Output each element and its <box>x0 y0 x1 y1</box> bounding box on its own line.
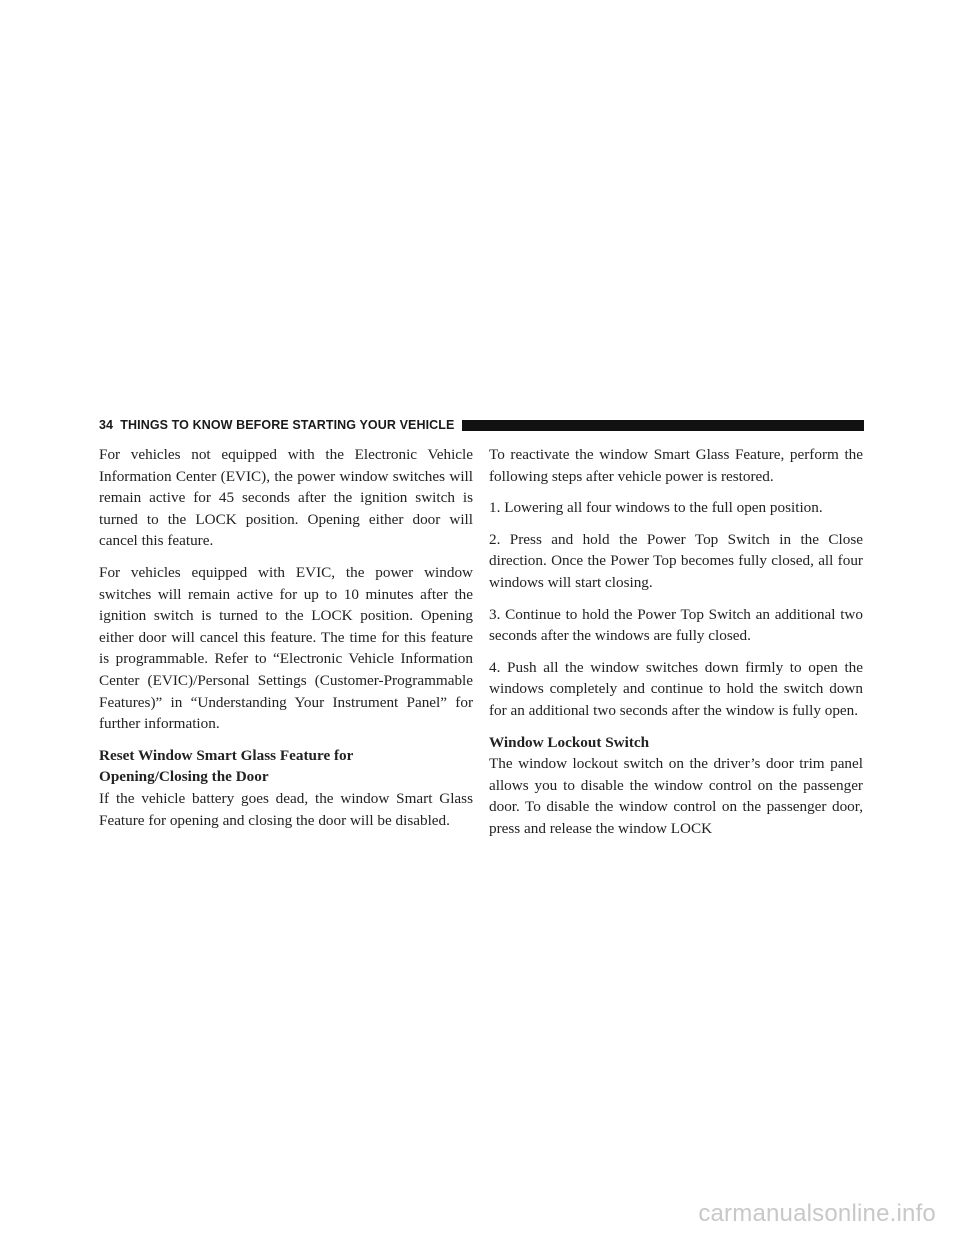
heading-line-2: Opening/Closing the Door <box>99 768 269 786</box>
heading-line-1: Reset Window Smart Glass Feature for <box>99 746 354 764</box>
paragraph-window-lockout: The window lockout switch on the driver’s door trim panel allows you to disable the window control on the passenger door. To disable the window control on the passenger door, press and release the window LOCK <box>489 755 863 837</box>
step-1: 1. Lowering all four windows to the full open position. <box>489 499 823 517</box>
paragraph-reactivate: To reactivate the window Smart Glass Feature, perform the following steps after vehicle power is restored. <box>489 446 863 485</box>
page-header-text <box>99 418 454 432</box>
page-header <box>99 416 864 434</box>
paragraph-evic: For vehicles equipped with EVIC, the power window switches will remain active for up to 10 minutes after the ignition switch is turned to the LOCK position. Opening either door will cancel this feature. The time for this feature is programmable. Refer to “Electronic Vehicle Information Center (EVIC)/Personal Settings (Customer-Programmable Features)” in “Understanding Your Instrument Panel” for further information. <box>99 563 473 733</box>
header-rule-bar <box>462 420 864 431</box>
step-4: 4. Push all the window switches down firmly to open the windows completely and continue to hold the switch down for an additional two seconds after the window is fully open. <box>489 658 863 719</box>
left-column <box>99 444 473 841</box>
step-2: 2. Press and hold the Power Top Switch in the Close direction. Once the Power Top becomes fully closed, all four windows will start closing. <box>489 530 863 591</box>
page-number: 34 <box>99 418 114 432</box>
right-column <box>489 444 863 850</box>
paragraph-non-evic: For vehicles not equipped with the Electronic Vehicle Information Center (EVIC), the power window switches will remain active for 45 seconds after the ignition switch is turned to the LOCK position. Opening either door will cancel this feature. <box>99 446 473 550</box>
site-watermark: carmanualsonline.info <box>698 1200 936 1227</box>
section-title: THINGS TO KNOW BEFORE STARTING YOUR VEHICLE <box>120 418 455 432</box>
section-heading-reset-smart-glass <box>99 745 473 788</box>
section-heading-window-lockout: Window Lockout Switch <box>489 733 650 751</box>
paragraph-battery-dead: If the vehicle battery goes dead, the window Smart Glass Feature for opening and closing the door will be disabled. <box>99 789 473 829</box>
step-3: 3. Continue to hold the Power Top Switch an additional two seconds after the windows are fully closed. <box>489 605 863 645</box>
